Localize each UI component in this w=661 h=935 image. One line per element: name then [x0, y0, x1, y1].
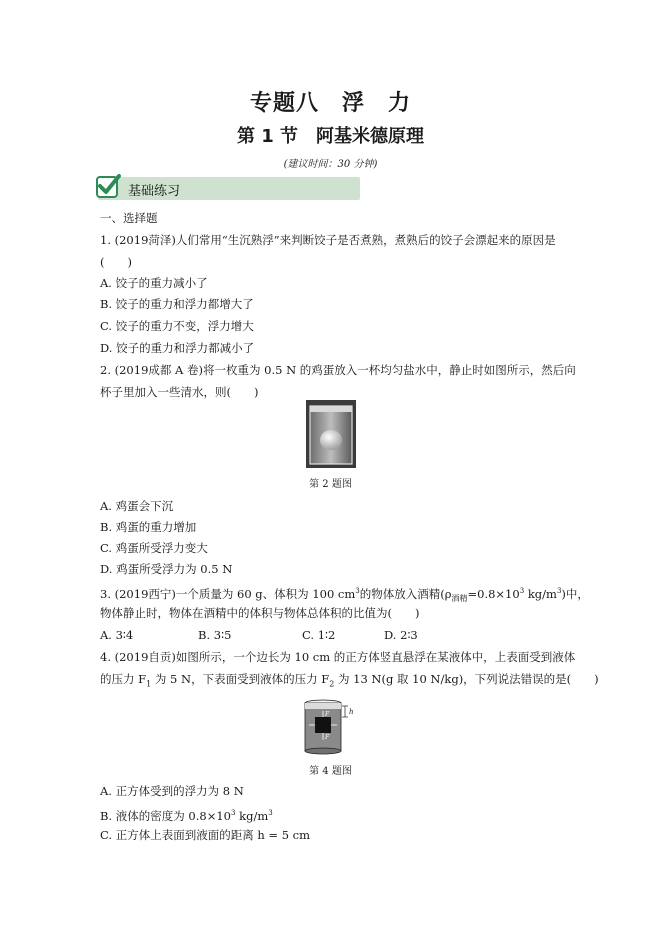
q1-stem-line1: 1. (2019菏泽)人们常用“生沉熟浮”来判断饺子是否煮熟，煮熟后的饺子会漂起来的原因是: [100, 233, 556, 247]
q1-option-b: B. 饺子的重力和浮力都增大了: [100, 297, 254, 311]
q4-option-a: A. 正方体受到的浮力为 8 N: [100, 784, 244, 798]
fig-label-h: h: [349, 708, 354, 716]
q1-option-c: C. 饺子的重力不变，浮力增大: [100, 319, 254, 333]
cube-in-liquid-figure: [298, 698, 358, 756]
q4-stem-part2: 为 5 N，下表面受到液体的压力 F: [151, 672, 330, 686]
q4-option-b-part2: kg/m: [235, 808, 269, 823]
q2-figure-caption: 第 2 题图: [309, 479, 352, 490]
q4-stem-line1: 4. (2019自贡)如图所示，一个边长为 10 cm 的正方体竖直悬浮在某液体中，上表面受到液体: [100, 650, 576, 664]
q3-option-d: D. 2∶3: [384, 628, 418, 642]
egg-in-beaker-figure: [306, 400, 356, 468]
q2-stem-line2: 杯子里加入一些清水，则( ): [100, 385, 259, 399]
q1-option-a: A. 饺子的重力减小了: [100, 276, 208, 290]
q3-option-c: C. 1∶2: [302, 628, 336, 642]
q3-stem-line1: [100, 583, 589, 607]
q4-stem-sub2: 2: [329, 679, 335, 689]
q2-option-b: B. 鸡蛋的重力增加: [100, 520, 197, 534]
q4-option-c: C. 正方体上表面到液面的距离 h = 5 cm: [100, 828, 311, 842]
q3-stem-part1: 3. (2019西宁)一个质量为 60 g、体积为 100 cm: [100, 586, 356, 601]
q4-option-b-part1: B. 液体的密度为 0.8×10: [100, 808, 231, 823]
q3-stem-sub: 酒精: [451, 594, 468, 604]
fig-label-f2: F: [325, 734, 330, 741]
q4-option-b-sup2: 3: [268, 809, 273, 817]
q1-stem-line2: ( ): [100, 255, 132, 269]
q2-option-a: A. 鸡蛋会下沉: [100, 499, 174, 513]
fig-label-f1: F: [325, 711, 330, 718]
question-type-heading: 一、选择题: [100, 211, 158, 225]
q4-stem-line2: [100, 671, 599, 692]
q4-option-b-sup1: 3: [230, 809, 236, 817]
q2-option-d: D. 鸡蛋所受浮力为 0.5 N: [100, 562, 233, 576]
q4-stem-sub1: 1: [146, 679, 152, 689]
chapter-title: 专题八 浮 力: [249, 91, 411, 116]
q3-option-a: A. 3∶4: [100, 628, 134, 642]
section-title: 第 1 节 阿基米德原理: [236, 126, 425, 147]
q4-option-b: [100, 805, 273, 824]
time-hint: (建议时间：30 分钟): [283, 159, 378, 170]
q1-option-d: D. 饺子的重力和浮力都减小了: [100, 341, 255, 355]
q3-stem-part3: =0.8×10: [467, 586, 520, 601]
q3-stem-part4: kg/m: [524, 586, 557, 601]
q2-option-c: C. 鸡蛋所受浮力变大: [100, 541, 208, 555]
q3-stem-sup3: 3: [556, 587, 562, 595]
q3-stem-sup1: 3: [355, 587, 360, 595]
q4-stem-part1: 的压力 F: [100, 672, 147, 686]
q3-option-b: B. 3∶5: [198, 628, 232, 642]
q4-stem-part3: 为 13 N(g 取 10 N/kg)，下列说法错误的是( ): [334, 672, 599, 686]
section-banner-label: 基础练习: [128, 184, 181, 199]
q3-stem-part5: )中，: [561, 586, 589, 601]
q3-stem-line2: 物体静止时，物体在酒精中的体积与物体总体积的比值为( ): [100, 606, 420, 620]
check-icon: [95, 173, 121, 199]
q2-stem-line1: 2. (2019成都 A 卷)将一枚重为 0.5 N 的鸡蛋放入一杯均匀盐水中，静止时如图所示，然后向: [100, 363, 576, 377]
q4-figure-caption: 第 4 题图: [309, 766, 352, 777]
q3-stem-sup2: 3: [519, 587, 525, 595]
q3-stem-part2: 的物体放入酒精(ρ: [359, 586, 452, 601]
